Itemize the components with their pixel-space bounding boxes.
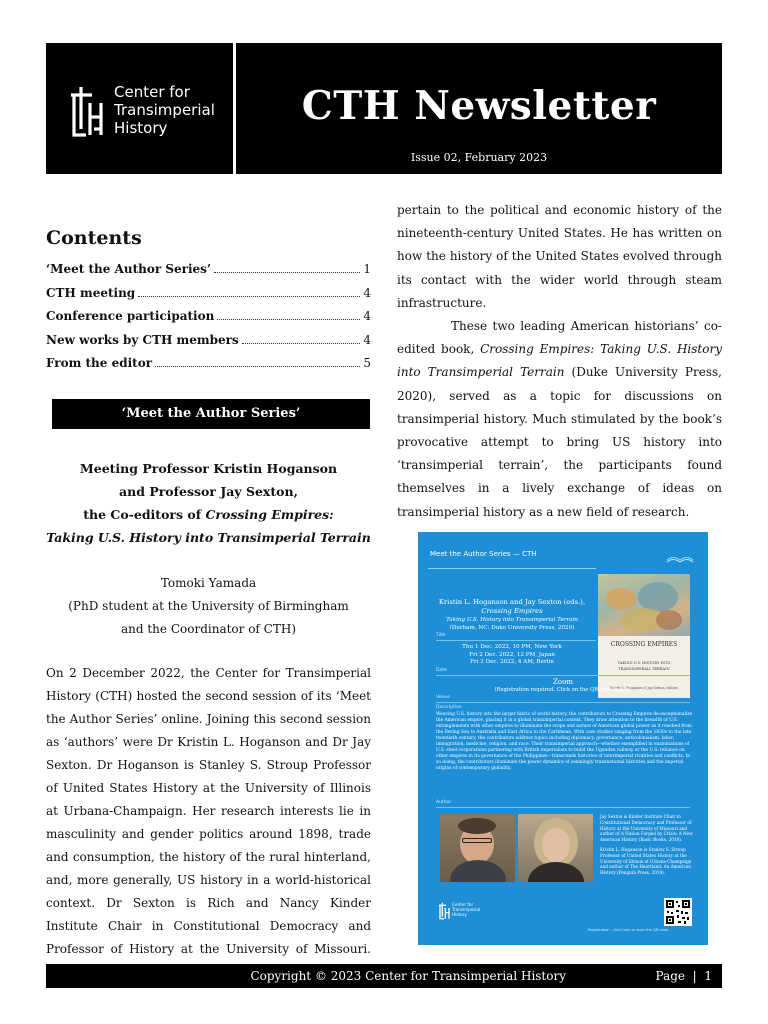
poster-tag-author: Author	[436, 800, 452, 805]
author-photo-hoganson	[518, 814, 593, 882]
bio-sexton: Jay Sexton is Kinder Institute Chair in Constitutional Democracy and Professor of History at the University of Missouri and author of A Nation Forged by Crisis: A New American History (Basic Books, 2018).	[600, 814, 693, 843]
toc-item[interactable]	[46, 286, 371, 310]
poster-author-bios	[600, 814, 700, 876]
poster-tag-description: Description	[436, 705, 462, 710]
table-of-contents	[46, 262, 371, 380]
book-title-italic: Crossing Empires: Taking U.S. History into Transimperial Terrain	[397, 342, 722, 380]
article-heading-line: the Co-editors of Crossing Empires:	[83, 507, 334, 522]
page-footer	[46, 964, 722, 988]
poster-series-label: Meet the Author Series — CTH	[430, 550, 537, 558]
section-title-bar: ‘Meet the Author Series’	[52, 399, 370, 429]
event-poster-image	[418, 532, 708, 945]
poster-venue: Zoom	[553, 678, 573, 686]
article-heading	[46, 457, 371, 549]
body-paragraph: pertain to the political and economic history of the nineteenth-century United States. He has written on how the history of the United States evolved through its contact with the wider world through steam infrastructure.	[397, 203, 722, 310]
author-name: Tomoki Yamada	[160, 576, 257, 590]
toc-item-label: ‘Meet the Author Series’	[46, 262, 212, 276]
author-photo-sexton	[440, 814, 515, 882]
author-affiliation-line: and the Coordinator of CTH)	[120, 622, 297, 636]
book-cover-editors: Kristin L. Hoganson & Jay Sexton, editors	[610, 686, 678, 690]
bio-hoganson: Kristin L. Hoganson is Stanley S. Stroup Professor of United States History at the University of Illinois at Urbana-Champaign and author of The Heartland: An American History (Penguin Press, 2019).	[600, 846, 692, 876]
cth-logo-icon	[438, 902, 450, 920]
poster-rule	[436, 640, 596, 641]
toc-item-label: New works by CTH members	[46, 332, 239, 347]
poster-logo-text: Center for Transimperial History	[452, 902, 481, 917]
author-affiliation-line: (PhD student at the University of Birmingham	[68, 599, 349, 613]
poster-rule	[436, 807, 690, 808]
poster-tag-date: Date	[436, 668, 447, 673]
poster-book-title: Crossing Empires	[481, 607, 543, 615]
newsletter-title: CTH Newsletter	[301, 83, 657, 129]
copyright-notice: Copyright © 2023 Center for Transimperial History	[250, 969, 566, 983]
book-title-italic: Crossing Empires:	[205, 507, 334, 522]
issue-label: Issue 02, February 2023	[410, 151, 548, 164]
toc-item[interactable]	[46, 333, 371, 357]
poster-tag-title: Title	[436, 633, 446, 638]
toc-dot-leader	[155, 366, 360, 367]
toc-item-page: 5	[363, 356, 371, 370]
toc-item-page: 4	[363, 332, 371, 347]
toc-item-label: Conference participation	[46, 309, 215, 323]
article-heading-subtitle: Taking U.S. History into Transimperial Terrain	[46, 530, 371, 545]
poster-rule	[436, 702, 690, 703]
header-logo-block	[46, 43, 233, 174]
toc-item-page: 4	[363, 285, 371, 300]
open-book-icon	[666, 554, 694, 564]
toc-dot-leader	[242, 343, 361, 344]
article-byline	[46, 572, 371, 641]
header-title-block	[236, 43, 722, 174]
poster-tag-venue: Venue	[436, 695, 450, 700]
contents-heading: Contents	[46, 227, 142, 249]
toc-dot-leader	[138, 296, 360, 297]
qr-code-icon[interactable]	[664, 898, 692, 926]
cth-logo-icon	[68, 85, 104, 139]
toc-item-label: From the editor	[46, 356, 153, 370]
toc-item[interactable]	[46, 262, 371, 286]
page-number: Page | 1	[655, 969, 712, 983]
body-paragraph: These two leading American historians’ co-edited book, Crossing Empires: Taking U.S. History into Transimperial Terrain (Duke University Press, 2020), served as a topic for discussions on transimperial history. Much stimulated by the book’s provocative attempt to bring US history into ‘transimperial terrain’, the participants found themselves in a lively exchange of ideas on transimperial history as a new field of research.	[397, 319, 722, 519]
poster-registration-link[interactable]: Registration - click here or scan the QR code	[588, 928, 669, 932]
poster-editors: Kristin L. Hoganson and Jay Sexton (eds.),	[438, 598, 586, 606]
article-body-left: On 2 December 2022, the Center for Transimperial History (CTH) hosted the second session of its ‘Meet the Author Series’ online. Joining this second session as ‘authors’ were Dr Kristin L. Hoganson and Dr Jay Sexton. Dr Hoganson is Stanley S. Stroup Professor of United States History at the University of Illinois at Urbana-Champaign. Her research interests lie in masculinity and gender politics around 1898, trade and consumption, the history of the rural hinterland, and, more generally, US history in a world-historical context. Dr Sexton is Rich and Nancy Kinder Institute Chair in Constitutional Democracy and Professor of History at the University of Missouri.	[46, 666, 371, 956]
toc-dot-leader	[217, 319, 360, 320]
toc-item-page: 4	[363, 309, 371, 323]
poster-registration-note: (Registration required. Click on the QR code below)	[494, 687, 632, 693]
book-cover-title: CROSSING EMPIRES	[610, 641, 678, 648]
poster-dates: Thu 1 Dec. 2022, 10 PM, New York Fri 2 Dec. 2022, 12 PM, Japan Fri 2 Dec. 2022, 4 AM, Berlin	[462, 644, 562, 665]
article-body-right	[397, 199, 722, 524]
toc-item-label: CTH meeting	[46, 285, 136, 300]
poster-book-subtitle: Taking U.S. History into Transimperial Terrain	[446, 617, 578, 623]
poster-publisher: (Durham, NC: Duke University Press, 2020)	[449, 625, 575, 631]
book-cover-subtitle: TAKING U.S. HISTORY INTO TRANSIMPERIAL TERRAIN	[617, 661, 671, 671]
poster-divider	[428, 568, 596, 569]
poster-description: Weaving U.S. history into the larger fabric of world history, the contributors to Crossing Empires de-exceptionalize the American empire, placing it in a global transimperial context. They draw attention to the breadth of U.S. entanglements with other empires to illuminate the scope and nature of American global power as it reached from the Bering Sea to Australia and East Africa to the Caribbean. With case studies ranging from the 1830s to the late twentieth century, the contributors address topics including diplomacy, governance, anticolonialism, labor, immigration, medicine, religion, and race. Their transimperial approach—whether exemplified in examinations of U.S. steel corporations partnering with British imperialists to build the Ugandan railway or the U.S. reliance on other empires in its governance of the Philippines—transcends histories of interimperial rivalries and conflicts. In so doing, the contributors illuminate the power dynamics of seemingly transnational histories and the imperial origins of contemporary globality.	[436, 712, 693, 771]
toc-dot-leader	[214, 272, 360, 273]
toc-item-page: 1	[363, 262, 371, 276]
article-heading-line: Meeting Professor Kristin Hoganson	[79, 461, 338, 476]
book-cover-art	[598, 574, 690, 636]
poster-rule	[436, 675, 690, 676]
toc-item[interactable]	[46, 309, 371, 333]
toc-item[interactable]	[46, 356, 371, 380]
header-logo-text: Center for Transimperial History	[114, 83, 215, 137]
article-heading-line: and Professor Jay Sexton,	[119, 484, 298, 499]
